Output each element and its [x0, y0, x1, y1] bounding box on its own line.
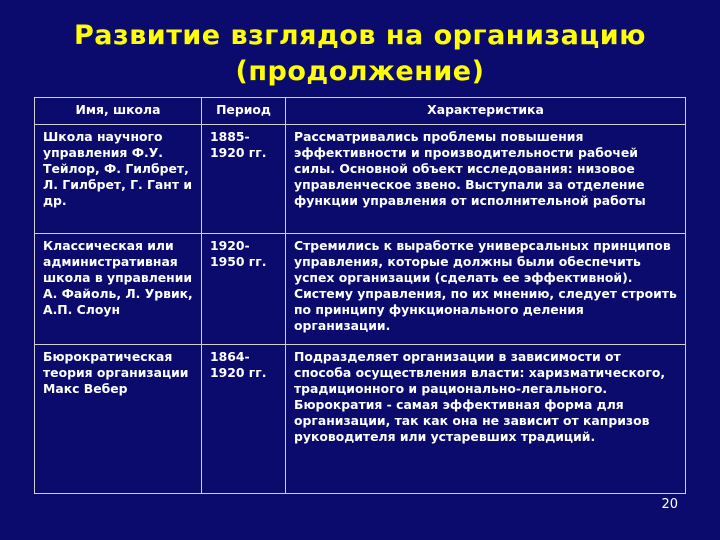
cell-period: 1920-1950 гг.: [202, 234, 286, 345]
slide-title: [0, 18, 720, 90]
cell-description: Рассматривались проблемы повышения эффективности и производительности рабочей силы. Основной объект исследования: низовое управленческое звено. Выступали за отделение функции управления от исполнительной работы: [286, 125, 686, 234]
page-number: 20: [661, 497, 678, 512]
slide-title-line-2: (продолжение): [235, 56, 485, 87]
cell-name: Классическая или административная школа в управлении А. Файоль, Л. Урвик, А.П. Слоун: [35, 234, 202, 345]
table-row: [35, 345, 686, 494]
cell-description: Подразделяет организации в зависимости от способа осуществления власти: харизматического, традиционного и рационально-легального. Бюрократия - самая эффективная форма для организации, так как она не зависит от капризов руководителя или устаревших традиций.: [286, 345, 686, 494]
header-period: Период: [202, 98, 286, 125]
header-name-school: Имя, школа: [35, 98, 202, 125]
schools-table: [34, 97, 686, 494]
cell-name: Бюрократическая теория организации Макс Вебер: [35, 345, 202, 494]
table-header-row: [35, 98, 686, 125]
cell-period: 1885-1920 гг.: [202, 125, 286, 234]
slide-title-line-1: Развитие взглядов на организацию: [74, 20, 646, 51]
table-row: [35, 125, 686, 234]
table-row: [35, 234, 686, 345]
cell-description: Стремились к выработке универсальных принципов управления, которые должны были обеспечить успех организации (сделать ее эффективной). Систему управления, по их мнению, следует строить по принципу функционального деления организации.: [286, 234, 686, 345]
cell-name: Школа научного управления Ф.У. Тейлор, Ф. Гилбрет, Л. Гилбрет, Г. Гант и др.: [35, 125, 202, 234]
header-characteristic: Характеристика: [286, 98, 686, 125]
cell-period: 1864-1920 гг.: [202, 345, 286, 494]
